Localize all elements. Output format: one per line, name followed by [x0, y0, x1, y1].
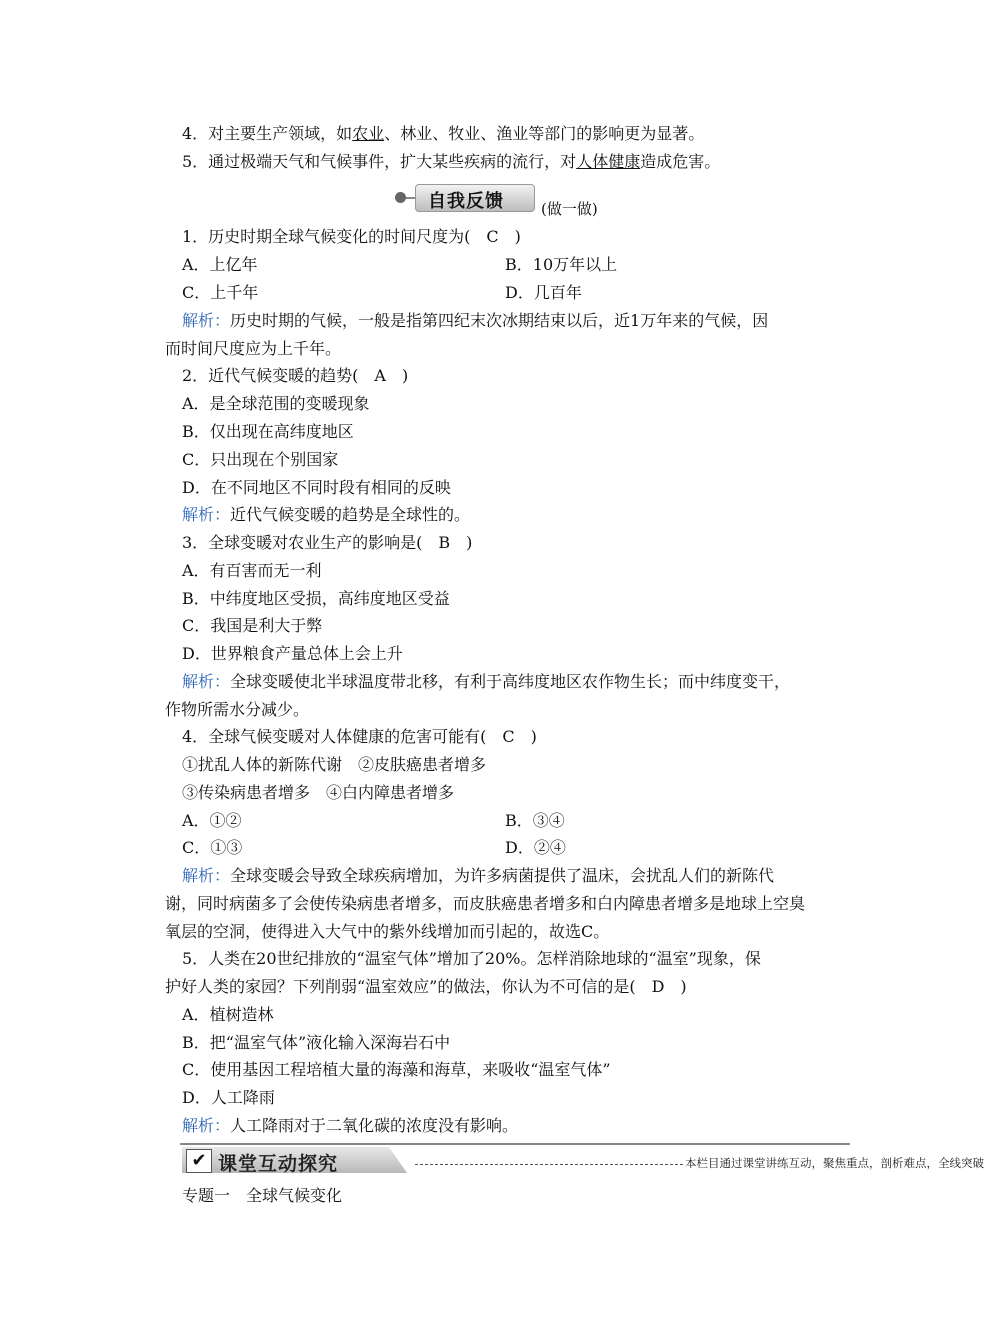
q4-option-c: C．①③ — [182, 838, 243, 857]
q4-option-d: D．②④ — [505, 838, 566, 857]
q5-option-d: D．人工降雨 — [182, 1088, 275, 1107]
q2-stem: 2．近代气候变暖的趋势( A ) — [182, 366, 409, 385]
q2-option-b: B．仅出现在高纬度地区 — [182, 422, 354, 441]
q4-items-1: ①扰乱人体的新陈代谢 ②皮肤癌患者增多 — [182, 755, 487, 774]
q1-option-a: A．上亿年 — [182, 255, 258, 274]
q5-option-c: C．使用基因工程培植大量的海藻和海草，来吸收“温室气体” — [182, 1060, 611, 1079]
checkmark-icon: ✔ — [186, 1149, 212, 1173]
q2-analysis — [182, 505, 470, 525]
point-5-text-end: 造成危害。 — [640, 152, 721, 171]
q5-option-b: B．把“温室气体”液化输入深海岩石中 — [182, 1033, 451, 1052]
section-title: 课堂互动探究 — [218, 1153, 339, 1175]
header-subtitle: (做一做) — [541, 200, 598, 218]
q1-option-b: B．10万年以上 — [505, 255, 618, 274]
header-pill — [415, 184, 535, 212]
section-description: 本栏目通过课堂讲练互动，聚焦重点，剖析难点，全线突破 — [685, 1156, 984, 1170]
q1-stem: 1．历史时期全球气候变化的时间尺度为( C ) — [182, 227, 521, 246]
analysis-label: 解析： — [182, 866, 231, 885]
analysis-text: 历史时期的气候，一般是指第四纪末次冰期结束以后，近1万年来的气候，因 — [230, 311, 769, 330]
q3-option-b: B．中纬度地区受损，高纬度地区受益 — [182, 589, 450, 608]
q3-stem: 3．全球变暖对农业生产的影响是( B ) — [182, 533, 473, 552]
q5-analysis — [182, 1116, 518, 1136]
q4-items-2: ③传染病患者增多 ④白内障患者增多 — [182, 783, 455, 802]
q5-stem: 5．人类在20世纪排放的“温室气体”增加了20%。怎样消除地球的“温室”现象，保 — [182, 949, 761, 968]
q3-option-d: D．世界粮食产量总体上会上升 — [182, 644, 403, 663]
analysis-label: 解析： — [182, 505, 231, 524]
q5-option-a: A．植树造林 — [182, 1005, 274, 1024]
q2-option-a: A．是全球范围的变暖现象 — [182, 394, 370, 413]
q2-option-c: C．只出现在个别国家 — [182, 450, 339, 469]
q4-analysis-cont-2: 氧层的空洞，使得进入大气中的紫外线增加而引起的，故选C。 — [165, 922, 610, 941]
analysis-label: 解析： — [182, 672, 231, 691]
q4-option-a: A．①② — [182, 811, 242, 830]
q1-option-c: C．上千年 — [182, 283, 259, 302]
analysis-label: 解析： — [182, 311, 231, 330]
point-4 — [182, 124, 704, 144]
analysis-text: 人工降雨对于二氧化碳的浓度没有影响。 — [230, 1116, 519, 1135]
classroom-section-header — [180, 1143, 984, 1177]
header-title: 自我反馈 — [428, 191, 504, 212]
analysis-text: 全球变暖会导致全球疾病增加，为许多病菌提供了温床，会扰乱人们的新陈代 — [230, 866, 775, 885]
q3-analysis — [182, 672, 790, 692]
q1-analysis-cont: 而时间尺度应为上千年。 — [165, 339, 342, 358]
point-4-text-end: 、林业、牧业、渔业等部门的影响更为显著。 — [384, 124, 705, 143]
analysis-text: 近代气候变暖的趋势是全球性的。 — [230, 505, 471, 524]
section-top-line — [180, 1143, 850, 1145]
q3-analysis-cont: 作物所需水分减少。 — [165, 700, 310, 719]
section-dash-line — [415, 1164, 683, 1165]
analysis-text: 全球变暖使北半球温度带北移，有利于高纬度地区农作物生长；而中纬度变干， — [230, 672, 791, 691]
q5-stem-cont: 护好人类的家园？下列削弱“温室效应”的做法，你认为不可信的是( D ) — [165, 977, 687, 996]
point-5 — [182, 152, 720, 172]
point-4-text: 4．对主要生产领域，如 — [182, 124, 353, 143]
q4-analysis — [182, 866, 774, 886]
analysis-label: 解析： — [182, 1116, 231, 1135]
q1-option-d: D．几百年 — [505, 283, 582, 302]
q4-stem: 4．全球气候变暖对人体健康的危害可能有( C ) — [182, 727, 537, 746]
point-5-underline: 人体健康 — [576, 152, 641, 171]
point-4-underline: 农业 — [352, 124, 385, 143]
q3-option-a: A．有百害而无一利 — [182, 561, 322, 580]
q3-option-c: C．我国是利大于弊 — [182, 616, 323, 635]
q4-analysis-cont-1: 谢，同时病菌多了会使传染病患者增多，而皮肤癌患者增多和白内障患者增多是地球上空臭 — [165, 894, 806, 913]
topic-heading: 专题一 全球气候变化 — [182, 1186, 343, 1205]
q4-option-b: B．③④ — [505, 811, 565, 830]
bullet-dot-icon — [395, 192, 406, 203]
q2-option-d: D．在不同地区不同时段有相同的反映 — [182, 478, 451, 497]
q1-analysis — [182, 311, 768, 331]
point-5-text: 5．通过极端天气和气候事件，扩大某些疾病的流行，对 — [182, 152, 577, 171]
